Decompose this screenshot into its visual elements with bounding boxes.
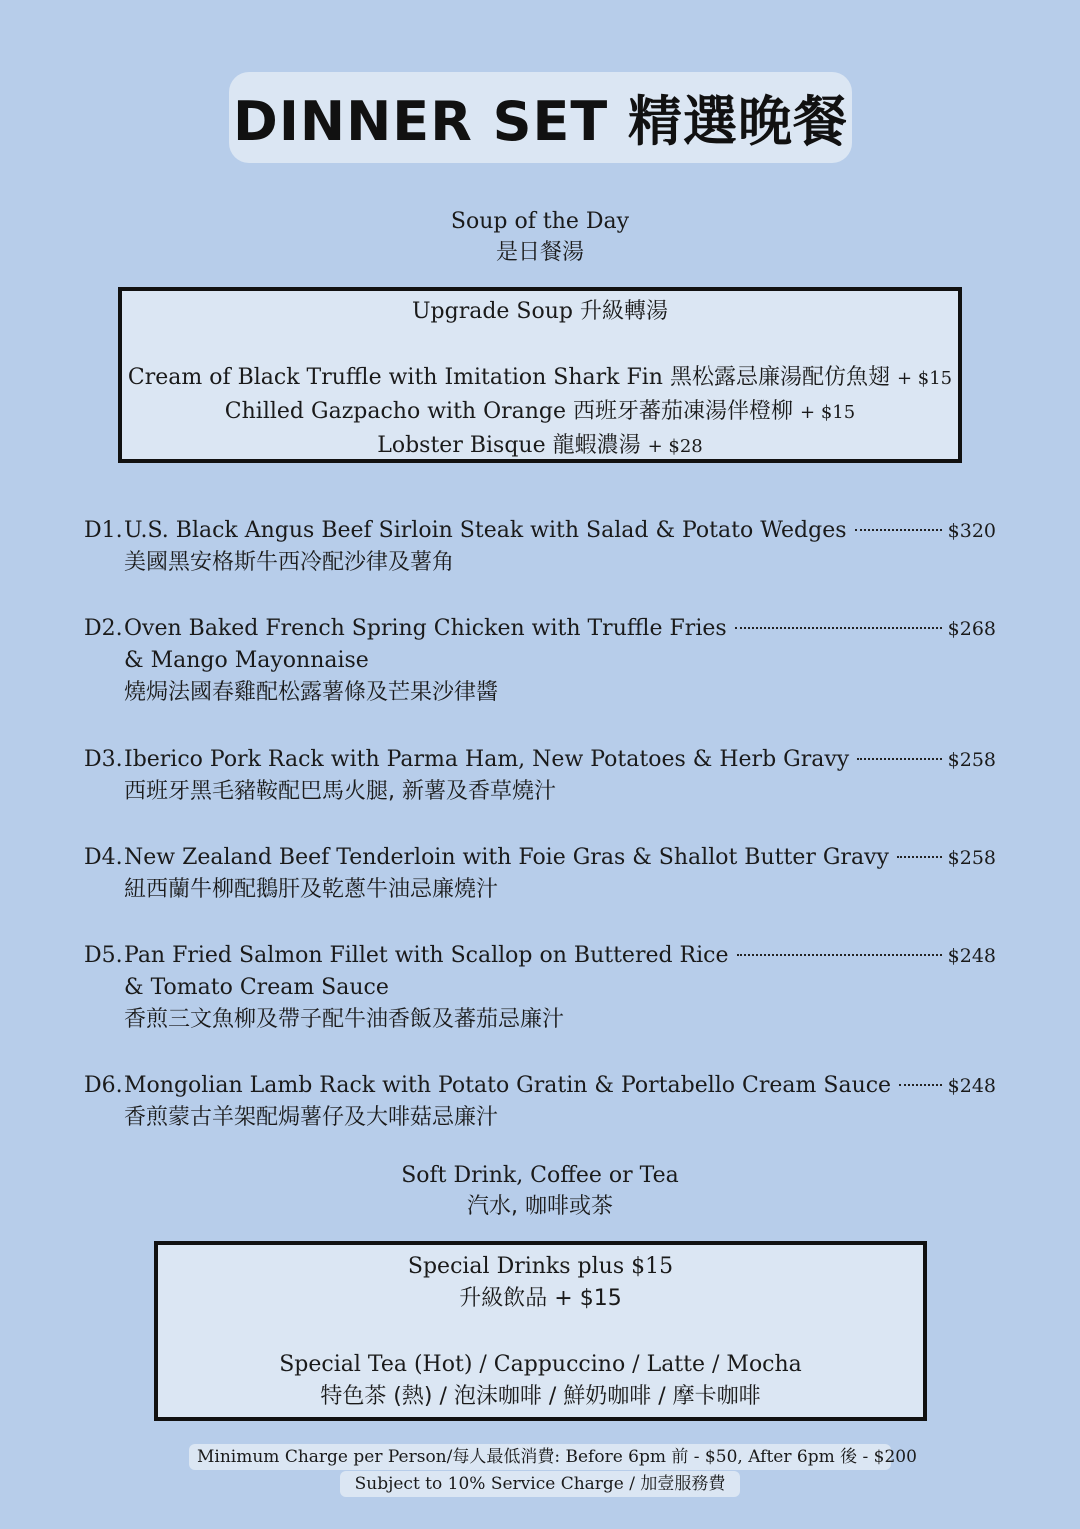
dish-code: D5. xyxy=(84,943,123,968)
dish-code: D1. xyxy=(84,518,123,543)
dish-price: $248 xyxy=(947,945,996,967)
dotted-leader xyxy=(857,758,941,760)
dish-code: D6. xyxy=(84,1073,123,1098)
menu-item-d1 xyxy=(84,515,996,579)
upgrade-soup-box xyxy=(118,287,962,463)
dish-name: Oven Baked French Spring Chicken with Truffle Fries xyxy=(124,616,727,641)
upgrade-soup-item-price: + $28 xyxy=(647,436,703,457)
dish-code: D4. xyxy=(84,845,123,870)
upgrade-soup-item xyxy=(122,429,958,463)
dish-price: $248 xyxy=(947,1075,996,1097)
upgrade-soup-item xyxy=(122,395,958,429)
menu-item-d2 xyxy=(84,613,996,709)
menu-item-d5 xyxy=(84,940,996,1036)
dish-name-zh: 香煎三文魚柳及帶子配牛油香飯及蕃茄忌廉汁 xyxy=(124,1007,565,1032)
dotted-leader xyxy=(737,954,942,956)
special-drinks-list-zh: 特色茶 (熱) / 泡沫咖啡 / 鮮奶咖啡 / 摩卡咖啡 xyxy=(320,1384,761,1409)
upgrade-soup-item xyxy=(122,361,958,395)
dish-name-zh: 西班牙黑毛豬鞍配巴馬火腿, 新薯及香草燒汁 xyxy=(124,779,556,804)
dish-name-zh: 紐西蘭牛柳配鵝肝及乾蔥牛油忌廉燒汁 xyxy=(124,877,499,902)
menu-item-d4 xyxy=(84,842,996,906)
minimum-charge-note xyxy=(189,1444,917,1470)
dish-name-zh: 燒焗法國春雞配松露薯條及芒果沙律醬 xyxy=(124,680,499,705)
soup-of-the-day xyxy=(0,206,1080,268)
dish-name: Mongolian Lamb Rack with Potato Gratin & Portabello Cream Sauce xyxy=(124,1073,892,1098)
dish-price: $268 xyxy=(947,618,996,640)
dotted-leader xyxy=(735,627,942,629)
dotted-leader xyxy=(897,856,942,858)
upgrade-soup-item-name: Chilled Gazpacho with Orange 西班牙蕃茄凍湯伴橙柳 xyxy=(224,399,794,424)
special-drinks-list-en: Special Tea (Hot) / Cappuccino / Latte / Mocha xyxy=(279,1352,802,1377)
dish-code: D3. xyxy=(84,747,123,772)
upgrade-soup-item-price: + $15 xyxy=(896,368,953,389)
menu-item-d6 xyxy=(84,1070,996,1134)
dish-price: $258 xyxy=(947,749,996,771)
service-charge-text: Subject to 10% Service Charge / 加壹服務費 xyxy=(354,1474,726,1494)
dish-name: U.S. Black Angus Beef Sirloin Steak with Salad & Potato Wedges xyxy=(124,518,847,543)
dish-name-zh: 香煎蒙古羊架配焗薯仔及大啡菇忌廉汁 xyxy=(124,1105,499,1130)
dish-name: New Zealand Beef Tenderloin with Foie Gras & Shallot Butter Gravy xyxy=(124,845,889,870)
dish-name-extra: & Tomato Cream Sauce xyxy=(124,975,389,1000)
dish-price: $320 xyxy=(947,520,996,542)
drinks-section xyxy=(0,1160,1080,1222)
special-drinks-heading-en: Special Drinks plus $15 xyxy=(407,1254,674,1279)
dish-code: D2. xyxy=(84,616,123,641)
drinks-en: Soft Drink, Coffee or Tea xyxy=(401,1163,679,1188)
dotted-leader xyxy=(899,1084,942,1086)
upgrade-soup-heading: Upgrade Soup 升級轉湯 xyxy=(412,299,668,324)
service-charge-note xyxy=(340,1471,740,1497)
dotted-leader xyxy=(855,529,942,531)
dish-name: Iberico Pork Rack with Parma Ham, New Potatoes & Herb Gravy xyxy=(124,747,850,772)
title-banner xyxy=(229,72,852,163)
page-title: DINNER SET 精選晚餐 xyxy=(233,90,848,153)
dish-name-extra: & Mango Mayonnaise xyxy=(124,648,369,673)
menu-item-d3 xyxy=(84,744,996,808)
special-drinks-heading-zh: 升級飲品 + $15 xyxy=(459,1286,622,1311)
upgrade-soup-item-name: Lobster Bisque 龍蝦濃湯 xyxy=(377,433,641,458)
soup-en: Soup of the Day xyxy=(450,209,630,234)
dish-name-zh: 美國黑安格斯牛西冷配沙律及薯角 xyxy=(124,550,455,575)
drinks-zh: 汽水, 咖啡或茶 xyxy=(467,1194,613,1219)
minimum-charge-text: Minimum Charge per Person/每人最低消費: Before 6pm 前 - $50, After 6pm 後 - $200 xyxy=(197,1447,917,1467)
dish-name: Pan Fried Salmon Fillet with Scallop on Buttered Rice xyxy=(124,943,729,968)
dish-price: $258 xyxy=(947,847,996,869)
soup-zh: 是日餐湯 xyxy=(495,240,584,265)
upgrade-soup-item-price: + $15 xyxy=(800,402,856,423)
upgrade-soup-item-name: Cream of Black Truffle with Imitation Shark Fin 黑松露忌廉湯配仿魚翅 xyxy=(127,365,890,390)
special-drinks-box xyxy=(154,1241,927,1421)
